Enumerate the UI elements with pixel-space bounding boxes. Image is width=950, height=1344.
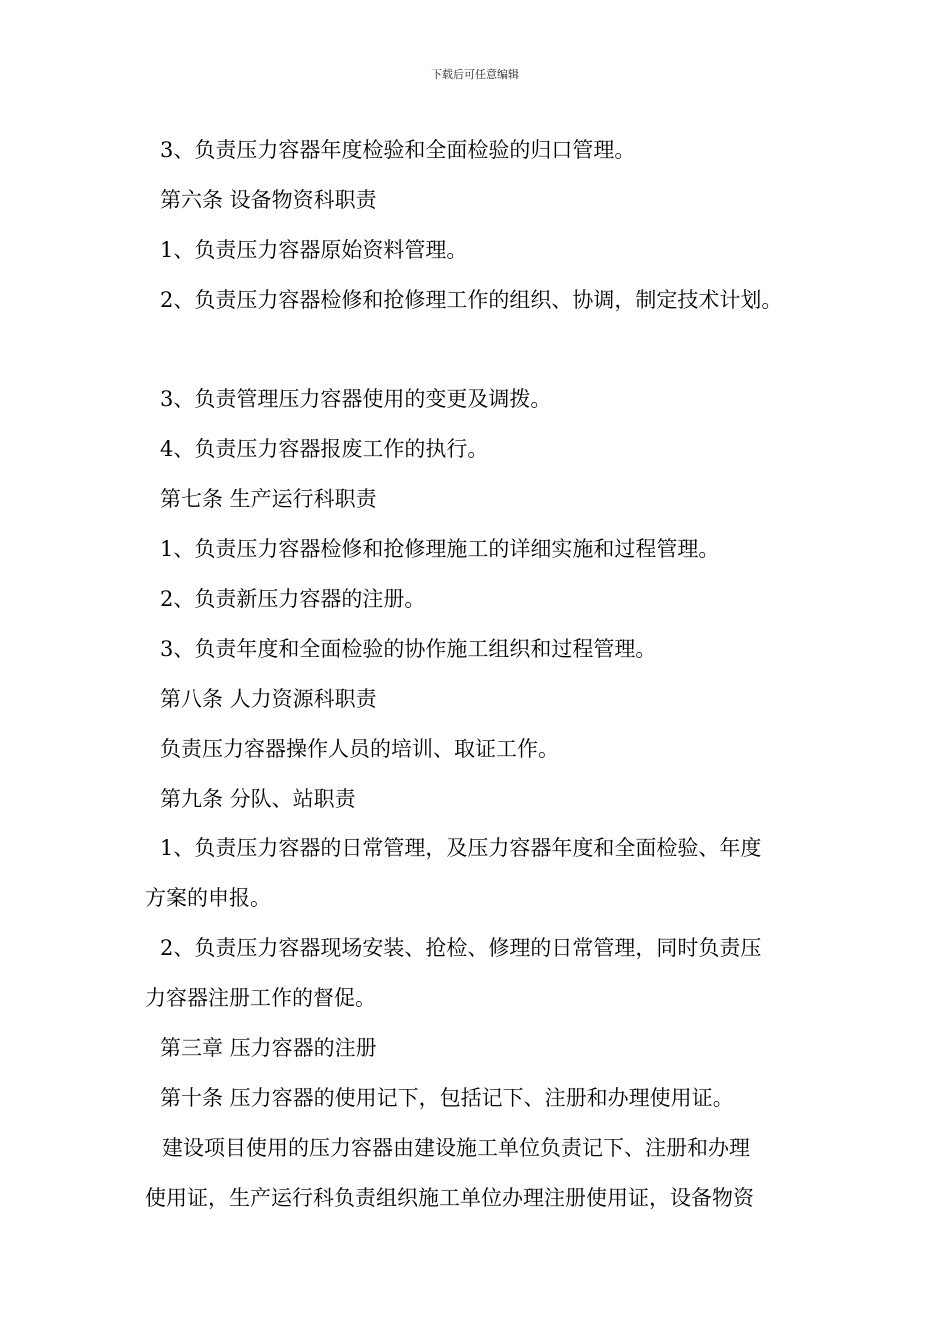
- paragraph-line: 负责压力容器操作人员的培训、取证工作。: [160, 737, 559, 761]
- paragraph-line: 1、负责压力容器原始资料管理。: [160, 238, 468, 262]
- section-heading: 第十条 压力容器的使用记下，包括记下、注册和办理使用证。: [160, 1086, 734, 1110]
- paragraph-line: 4、负责压力容器报废工作的执行。: [160, 437, 489, 461]
- paragraph-line: 方案的申报。: [145, 886, 271, 910]
- paragraph-line: 建设项目使用的压力容器由建设施工单位负责记下、注册和办理: [162, 1136, 750, 1160]
- paragraph-line: 2、负责新压力容器的注册。: [160, 587, 426, 611]
- chapter-heading: 第三章 压力容器的注册: [160, 1036, 377, 1060]
- section-heading: 第六条 设备物资科职责: [160, 188, 377, 212]
- paragraph-line: 力容器注册工作的督促。: [145, 986, 376, 1010]
- section-heading: 第七条 生产运行科职责: [160, 487, 377, 511]
- section-heading: 第八条 人力资源科职责: [160, 687, 377, 711]
- paragraph-line: 使用证，生产运行科负责组织施工单位办理注册使用证，设备物资: [145, 1186, 754, 1210]
- paragraph-line: 2、负责压力容器现场安装、抢检、修理的日常管理，同时负责压: [160, 936, 762, 960]
- paragraph-line: 1、负责压力容器的日常管理，及压力容器年度和全面检验、年度: [160, 836, 762, 860]
- paragraph-line: 1、负责压力容器检修和抢修理施工的详细实施和过程管理。: [160, 537, 720, 561]
- paragraph-line: 3、负责年度和全面检验的协作施工组织和过程管理。: [160, 637, 657, 661]
- page-header-note: 下载后可任意编辑: [431, 68, 519, 81]
- paragraph-line: 3、负责管理压力容器使用的变更及调拨。: [160, 387, 552, 411]
- paragraph-line: 3、负责压力容器年度检验和全面检验的归口管理。: [160, 138, 636, 162]
- section-heading: 第九条 分队、站职责: [160, 787, 356, 811]
- paragraph-line: 2、负责压力容器检修和抢修理工作的组织、协调，制定技术计划。: [160, 288, 783, 312]
